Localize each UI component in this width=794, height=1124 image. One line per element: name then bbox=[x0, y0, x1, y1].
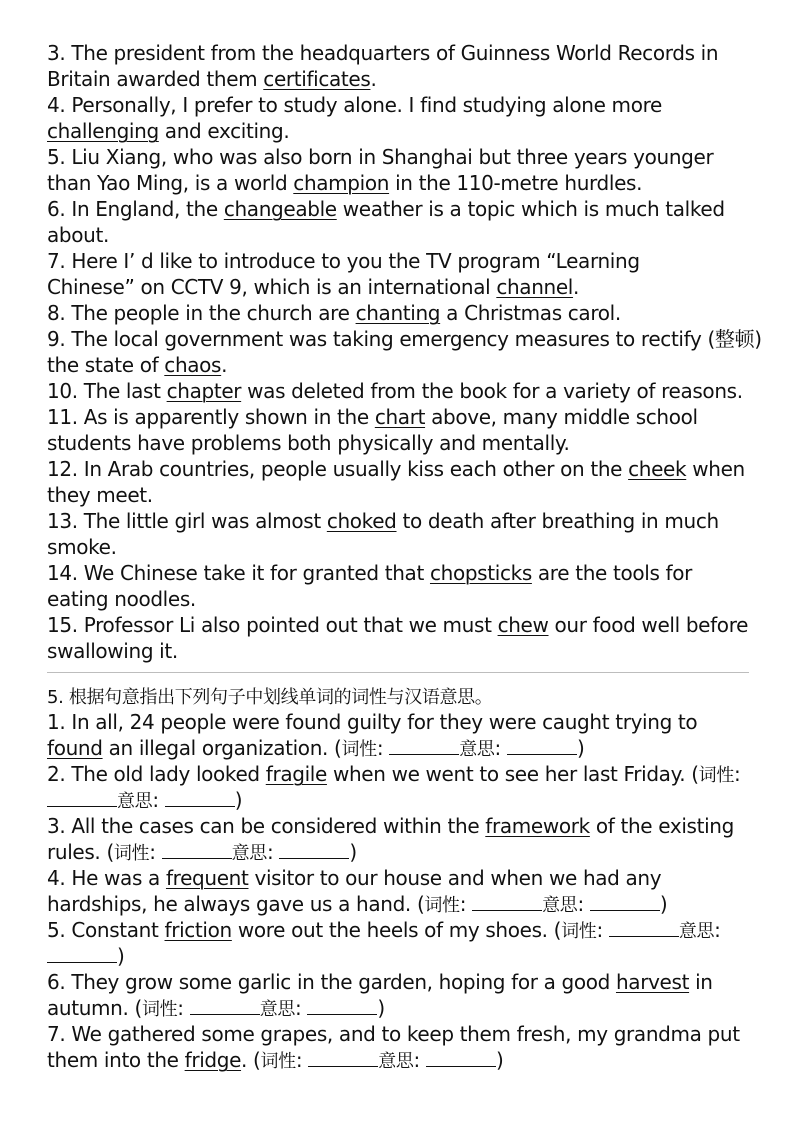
chinese-text: 意思 bbox=[459, 739, 495, 760]
underlined-keyword: channel bbox=[496, 275, 574, 299]
text-segment: when bbox=[686, 457, 745, 481]
text-line bbox=[47, 943, 752, 969]
text-line bbox=[47, 456, 752, 482]
text-segment: ) bbox=[495, 1048, 504, 1072]
text-segment: : bbox=[459, 892, 473, 916]
text-segment: : bbox=[714, 918, 721, 942]
text-line bbox=[47, 300, 752, 326]
text-segment: in the 110-metre hurdles. bbox=[389, 171, 643, 195]
part-of-speech-exercise-section bbox=[47, 683, 752, 1073]
underlined-keyword: friction bbox=[164, 918, 232, 942]
text-segment: in bbox=[689, 970, 713, 994]
text-segment: 1. In all, 24 people were found guilty for they were caught trying to bbox=[47, 710, 698, 734]
section-divider bbox=[47, 672, 749, 673]
answer-blank[interactable] bbox=[190, 997, 260, 1015]
text-line bbox=[47, 534, 752, 560]
text-segment: : bbox=[413, 1048, 426, 1072]
answer-blank[interactable] bbox=[47, 789, 117, 807]
answer-blank[interactable] bbox=[308, 1049, 378, 1067]
worksheet-page bbox=[47, 40, 762, 1073]
text-segment: : bbox=[177, 996, 190, 1020]
answer-blank[interactable] bbox=[165, 789, 235, 807]
text-segment: autumn. ( bbox=[47, 996, 142, 1020]
answer-blank[interactable] bbox=[426, 1049, 496, 1067]
text-line bbox=[47, 508, 752, 534]
text-segment: 2. The old lady looked bbox=[47, 762, 266, 786]
underlined-keyword: harvest bbox=[615, 970, 690, 994]
text-line bbox=[47, 482, 752, 508]
text-line bbox=[47, 326, 762, 352]
text-segment: are the tools for bbox=[531, 561, 692, 585]
text-segment: of the existing bbox=[589, 814, 734, 838]
answer-blank[interactable] bbox=[389, 737, 459, 755]
text-line bbox=[47, 378, 752, 404]
underlined-keyword: chapter bbox=[166, 379, 242, 403]
text-line bbox=[47, 612, 752, 638]
text-segment: swallowing it. bbox=[47, 639, 178, 663]
answer-blank[interactable] bbox=[590, 893, 660, 911]
underlined-keyword: found bbox=[47, 736, 103, 760]
text-line bbox=[47, 839, 752, 865]
text-segment: 13. The little girl was almost bbox=[47, 509, 327, 533]
text-segment: wore out the heels of my shoes. ( bbox=[231, 918, 562, 942]
text-segment: 5. Liu Xiang, who was also born in Shanghai but three years younger bbox=[47, 145, 714, 169]
text-line bbox=[47, 709, 752, 735]
text-segment: : bbox=[376, 736, 390, 760]
underlined-keyword: champion bbox=[293, 171, 390, 195]
text-line bbox=[47, 761, 752, 787]
chinese-text: 词性 bbox=[424, 895, 460, 916]
text-segment: 10. The last bbox=[47, 379, 167, 403]
text-segment: rules. ( bbox=[47, 840, 114, 864]
text-line bbox=[47, 683, 752, 709]
text-segment: : bbox=[295, 996, 308, 1020]
text-segment: 15. Professor Li also pointed out that we must bbox=[47, 613, 498, 637]
text-segment: was deleted from the book for a variety of reasons. bbox=[241, 379, 743, 403]
chinese-text: 词性 bbox=[561, 921, 597, 942]
text-line bbox=[47, 969, 752, 995]
text-line bbox=[47, 1047, 752, 1073]
underlined-keyword: chanting bbox=[355, 301, 441, 325]
underlined-keyword: chew bbox=[497, 613, 549, 637]
text-segment: ) bbox=[576, 736, 585, 760]
answer-blank[interactable] bbox=[162, 841, 232, 859]
text-segment: . ( bbox=[241, 1048, 261, 1072]
text-line bbox=[47, 735, 752, 761]
text-line bbox=[47, 248, 752, 274]
answer-blank[interactable] bbox=[507, 737, 577, 755]
text-segment: our food well before bbox=[548, 613, 749, 637]
text-segment: when we went to see her last Friday. ( bbox=[326, 762, 699, 786]
text-line bbox=[47, 638, 752, 664]
text-segment: : bbox=[266, 840, 280, 864]
underlined-keyword: changeable bbox=[223, 197, 337, 221]
text-segment: 14. We Chinese take it for granted that bbox=[47, 561, 430, 585]
text-segment: Chinese” on CCTV 9, which is an international bbox=[47, 275, 497, 299]
text-line bbox=[47, 118, 752, 144]
text-segment: 9. The local government was taking emergency measures to rectify (整顿) bbox=[47, 327, 762, 351]
text-segment: a Christmas carol. bbox=[440, 301, 621, 325]
text-segment: : bbox=[596, 918, 609, 942]
chinese-text: 意思 bbox=[117, 791, 153, 812]
text-line bbox=[47, 92, 752, 118]
text-segment: 11. As is apparently shown in the bbox=[47, 405, 375, 429]
chinese-text: 词性 bbox=[113, 843, 150, 864]
text-line bbox=[47, 1021, 752, 1047]
text-segment: Britain awarded them bbox=[47, 67, 264, 91]
text-line bbox=[47, 66, 752, 92]
text-line bbox=[47, 170, 752, 196]
underlined-keyword: chopsticks bbox=[429, 561, 532, 585]
text-segment: visitor to our house and when we had any bbox=[248, 866, 662, 890]
text-segment: above, many middle school bbox=[425, 405, 698, 429]
text-line bbox=[47, 917, 752, 943]
text-segment: . bbox=[370, 67, 377, 91]
text-segment: ) bbox=[659, 892, 668, 916]
underlined-keyword: cheek bbox=[628, 457, 687, 481]
text-line bbox=[47, 196, 752, 222]
text-segment: hardships, he always gave us a hand. ( bbox=[47, 892, 425, 916]
text-segment: . bbox=[221, 353, 228, 377]
chinese-text: 词性 bbox=[141, 999, 178, 1020]
text-segment: ) bbox=[117, 944, 125, 968]
underlined-keyword: framework bbox=[485, 814, 590, 838]
text-segment: 7. Here I’ d like to introduce to you the TV program “Learning bbox=[47, 249, 640, 273]
text-segment: 8. The people in the church are bbox=[47, 301, 356, 325]
text-segment: : bbox=[494, 736, 507, 760]
text-line bbox=[47, 352, 752, 378]
text-segment: : bbox=[733, 762, 741, 786]
text-line bbox=[47, 787, 752, 813]
text-segment: 12. In Arab countries, people usually kiss each other on the bbox=[47, 457, 629, 481]
answer-blank[interactable] bbox=[307, 997, 377, 1015]
text-line bbox=[47, 586, 752, 612]
text-segment: an illegal organization. ( bbox=[102, 736, 342, 760]
chinese-text: 意思 bbox=[231, 843, 267, 864]
chinese-text: 意思 bbox=[678, 921, 715, 942]
text-segment: smoke. bbox=[47, 535, 117, 559]
chinese-text: 5. 根据句意指出下列句子中划线单词的词性与汉语意思。 bbox=[47, 687, 493, 708]
text-segment: eating noodles. bbox=[47, 587, 196, 611]
text-segment: ) bbox=[349, 840, 357, 864]
answer-blank[interactable] bbox=[609, 919, 679, 937]
text-segment: them into the bbox=[47, 1048, 185, 1072]
text-segment: 5. Constant bbox=[47, 918, 165, 942]
text-segment: 3. The president from the headquarters of Guinness World Records in bbox=[47, 41, 719, 65]
text-segment: 7. We gathered some grapes, and to keep them fresh, my grandma put bbox=[47, 1022, 740, 1046]
text-segment: about. bbox=[47, 223, 109, 247]
text-segment: to death after breathing in much bbox=[396, 509, 719, 533]
text-line bbox=[47, 865, 752, 891]
chinese-text: 词性 bbox=[260, 1051, 296, 1072]
text-segment: 4. Personally, I prefer to study alone. I find studying alone more bbox=[47, 93, 662, 117]
underlined-keyword: chaos bbox=[164, 353, 222, 377]
text-line bbox=[47, 144, 752, 170]
chinese-text: 意思 bbox=[378, 1051, 414, 1072]
chinese-text: 词性 bbox=[341, 739, 377, 760]
chinese-text: 意思 bbox=[542, 895, 578, 916]
text-segment: they meet. bbox=[47, 483, 153, 507]
underlined-keyword: fragile bbox=[265, 762, 327, 786]
text-line bbox=[47, 813, 752, 839]
answer-blank[interactable] bbox=[279, 841, 349, 859]
text-line bbox=[47, 404, 752, 430]
underlined-keyword: choked bbox=[326, 509, 397, 533]
vocabulary-sentences-section bbox=[47, 40, 762, 664]
text-line bbox=[47, 560, 752, 586]
underlined-keyword: chart bbox=[374, 405, 426, 429]
underlined-keyword: certificates bbox=[263, 67, 371, 91]
text-segment: 6. They grow some garlic in the garden, hoping for a good bbox=[47, 970, 616, 994]
text-line bbox=[47, 222, 752, 248]
answer-blank[interactable] bbox=[47, 945, 117, 963]
text-segment: and exciting. bbox=[158, 119, 290, 143]
text-segment: : bbox=[295, 1048, 309, 1072]
underlined-keyword: challenging bbox=[47, 119, 159, 143]
text-segment: : bbox=[149, 840, 162, 864]
text-segment: 4. He was a bbox=[47, 866, 166, 890]
text-line bbox=[47, 891, 752, 917]
text-segment: : bbox=[577, 892, 590, 916]
text-segment: ) bbox=[234, 788, 243, 812]
chinese-text: 词性 bbox=[698, 765, 734, 786]
text-line bbox=[47, 40, 752, 66]
text-segment: the state of bbox=[47, 353, 165, 377]
underlined-keyword: frequent bbox=[165, 866, 249, 890]
text-segment: than Yao Ming, is a world bbox=[47, 171, 294, 195]
text-line bbox=[47, 430, 752, 456]
text-segment: weather is a topic which is much talked bbox=[336, 197, 725, 221]
chinese-text: 意思 bbox=[259, 999, 296, 1020]
text-segment: 3. All the cases can be considered within the bbox=[47, 814, 486, 838]
text-segment: ) bbox=[377, 996, 385, 1020]
underlined-keyword: fridge bbox=[184, 1048, 242, 1072]
answer-blank[interactable] bbox=[472, 893, 542, 911]
text-line bbox=[47, 995, 752, 1021]
text-segment: students have problems both physically and mentally. bbox=[47, 431, 570, 455]
text-segment: . bbox=[573, 275, 580, 299]
text-segment: : bbox=[152, 788, 165, 812]
text-segment: 6. In England, the bbox=[47, 197, 224, 221]
text-line bbox=[47, 274, 752, 300]
